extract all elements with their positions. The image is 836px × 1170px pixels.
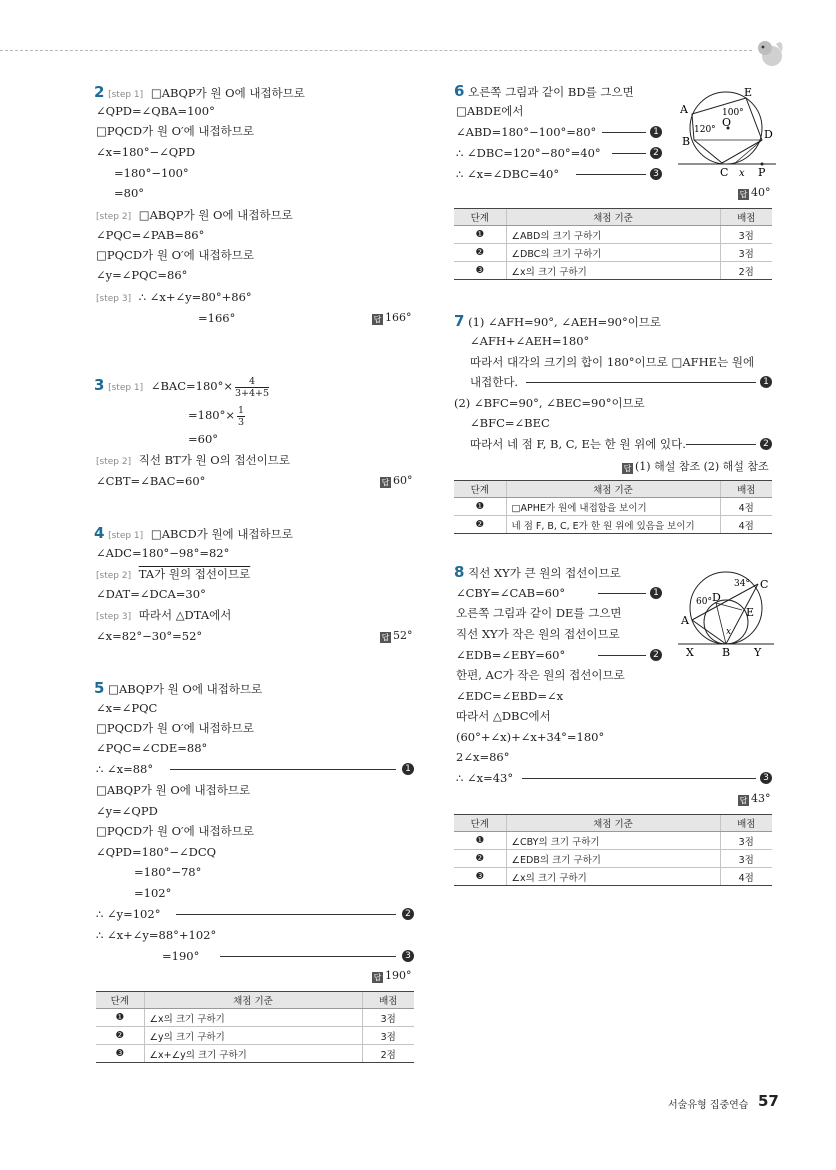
line: □ABQP가 원 O에 내접하므로 xyxy=(150,86,305,100)
line: =180°−100° xyxy=(114,166,189,180)
table-row: ❷ ∠y의 크기 구하기 3점 xyxy=(96,1027,414,1045)
table-row: ❶ ∠ABD의 크기 구하기 3점 xyxy=(454,226,772,244)
line: ∴ ∠x=43° xyxy=(456,771,514,785)
col-header: 채점 기준 xyxy=(506,209,720,226)
line: (2) ∠BFC=90°, ∠BEC=90°이므로 xyxy=(454,396,645,410)
col-header: 단계 xyxy=(454,481,506,498)
label-A: A xyxy=(681,614,689,627)
col-header: 단계 xyxy=(454,815,506,832)
step-label: [step 3] xyxy=(96,612,132,622)
header-rule xyxy=(0,50,752,51)
col-header: 배점 xyxy=(720,209,772,226)
grading-table xyxy=(454,480,772,534)
line: ∴ ∠y=102° xyxy=(96,907,161,921)
angle-label: 34° xyxy=(734,579,750,589)
angle-label: 120° xyxy=(694,125,716,135)
answer-icon: 답 xyxy=(623,464,632,473)
line: □ABCD가 원에 내접하므로 xyxy=(150,527,293,541)
line: ∠BAC=180°× xyxy=(150,379,233,393)
label-E: E xyxy=(744,86,753,99)
problem-number: 6 xyxy=(454,82,465,100)
line: ∠y=∠PQC=86° xyxy=(96,268,188,282)
line: ∠ABD=180°−100°=80° xyxy=(456,125,597,139)
leader-line xyxy=(612,153,646,154)
line: 오른쪽 그림과 같이 DE를 그으면 xyxy=(456,606,622,620)
answer: 답 (1) 해설 참조 (2) 해설 참조 xyxy=(623,460,769,473)
label-C: C xyxy=(760,578,769,591)
answer-icon: 답 xyxy=(373,973,382,982)
line: ∴ ∠x=88° xyxy=(96,762,154,776)
leader-line xyxy=(686,444,756,445)
line: ∠PQC=∠CDE=88° xyxy=(96,741,208,755)
mascot-icon xyxy=(752,36,786,68)
problem-number: 7 xyxy=(454,312,465,330)
col-header: 배점 xyxy=(362,992,414,1009)
step-marker: 3 xyxy=(760,772,772,784)
step-label: [step 2] xyxy=(96,571,132,581)
line: ∴ ∠x=∠DBC=40° xyxy=(456,167,560,181)
line: =102° xyxy=(134,886,172,900)
answer-icon: 답 xyxy=(381,478,390,487)
leader-line xyxy=(598,655,646,656)
label-C: C xyxy=(720,166,729,179)
leader-line xyxy=(220,956,396,957)
line: =60° xyxy=(188,432,219,446)
step-marker: 3 xyxy=(650,168,662,180)
table-row: ❸ ∠x의 크기 구하기 2점 xyxy=(454,262,772,280)
col-header: 배점 xyxy=(720,815,772,832)
line: 따라서 △DBC에서 xyxy=(456,709,551,723)
step-marker: 2 xyxy=(650,147,662,159)
line: □ABQP가 원 O에 내접하므로 xyxy=(96,783,251,797)
fraction: $\frac{4}{3+4+5}$ xyxy=(235,375,270,399)
line: ∠y=∠QPD xyxy=(96,804,158,818)
answer: 답 166° xyxy=(373,311,412,324)
line: ∠CBY=∠CAB=60° xyxy=(456,586,566,600)
label-O: O xyxy=(722,116,732,129)
line: ∠EDC=∠EBD=∠x xyxy=(456,689,564,703)
line: =180°× xyxy=(188,408,235,422)
step-label: [step 1] xyxy=(108,383,144,393)
step-marker: 1 xyxy=(650,126,662,138)
table-row: ❷ 네 점 F, B, C, E가 한 원 위에 있음을 보이기 4점 xyxy=(454,516,772,534)
leader-line xyxy=(526,382,756,383)
answer: 답 52° xyxy=(381,629,413,642)
line: 직선 BT가 원 O의 접선이므로 xyxy=(138,453,290,467)
answer-icon: 답 xyxy=(739,796,748,805)
line: □PQCD가 원 O′에 내접하므로 xyxy=(96,824,254,838)
col-header: 채점 기준 xyxy=(506,815,720,832)
step-label: [step 1] xyxy=(108,531,144,541)
label-A: A xyxy=(680,103,688,116)
table-row: ❷ ∠EDB의 크기 구하기 3점 xyxy=(454,850,772,868)
grading-table xyxy=(454,814,772,886)
table-row: ❶ ∠x의 크기 구하기 3점 xyxy=(96,1009,414,1027)
line: □PQCD가 원 O′에 내접하므로 xyxy=(96,124,254,138)
step-marker: 2 xyxy=(650,649,662,661)
step-marker: 1 xyxy=(760,376,772,388)
step-marker: 3 xyxy=(402,950,414,962)
line: ∠QPD=180°−∠DCQ xyxy=(96,845,217,859)
line: (1) ∠AFH=90°, ∠AEH=90°이므로 xyxy=(468,315,662,329)
line: 오른쪽 그림과 같이 BD를 그으면 xyxy=(468,85,634,99)
line: 내접한다. xyxy=(470,375,519,389)
line: ∴ ∠x+∠y=88°+102° xyxy=(96,928,217,942)
step-label: [step 3] xyxy=(96,294,132,304)
leader-line xyxy=(576,174,646,175)
label-Y: Y xyxy=(754,646,762,659)
problem-number: 3 xyxy=(94,376,105,394)
line: ∠CBT=∠BAC=60° xyxy=(96,474,206,488)
answer: 답 40° xyxy=(739,186,771,199)
grading-table xyxy=(96,991,414,1063)
line: ∠x=82°−30°=52° xyxy=(96,629,203,643)
line: =80° xyxy=(114,186,145,200)
answer-icon: 답 xyxy=(739,190,748,199)
answer: 답 43° xyxy=(739,792,771,805)
line: ∠QPD=∠QBA=100° xyxy=(96,104,215,118)
problem-number: 8 xyxy=(454,563,465,581)
step-marker: 1 xyxy=(650,587,662,599)
line: 직선 XY가 작은 원의 접선이므로 xyxy=(456,627,620,641)
leader-line xyxy=(176,914,396,915)
line: □ABQP가 원 O에 내접하므로 xyxy=(138,208,293,222)
line: =190° xyxy=(162,949,200,963)
line: ∠ADC=180°−98°=82° xyxy=(96,546,230,560)
circle-figure-8 xyxy=(676,570,776,660)
label-B: B xyxy=(722,646,731,659)
line: □ABQP가 원 O에 내접하므로 xyxy=(108,682,263,696)
label-x: x xyxy=(726,627,732,637)
leader-line xyxy=(602,132,646,133)
step-label: [step 2] xyxy=(96,212,132,222)
col-header: 채점 기준 xyxy=(506,481,720,498)
grading-table xyxy=(454,208,772,280)
line: 따라서 네 점 F, B, C, E는 한 원 위에 있다. xyxy=(470,437,686,451)
line: 따라서 대각의 크기의 합이 180°이므로 □AFHE는 원에 xyxy=(470,355,755,369)
step-label: [step 2] xyxy=(96,457,132,467)
line: □PQCD가 원 O′에 내접하므로 xyxy=(96,248,254,262)
table-row: ❶ □APHE가 원에 내접함을 보이기 4점 xyxy=(454,498,772,516)
line: ∴ ∠x+∠y=80°+86° xyxy=(138,290,252,304)
label-D: D xyxy=(764,128,773,141)
line: =180°−78° xyxy=(134,865,202,879)
col-header: 단계 xyxy=(96,992,144,1009)
line: ∠PQC=∠PAB=86° xyxy=(96,228,205,242)
angle-label: 60° xyxy=(696,597,712,607)
line: □ABDE에서 xyxy=(456,104,524,118)
problem-number: 5 xyxy=(94,679,105,697)
footer-book-title: 서술유형 집중연습 xyxy=(668,1100,749,1111)
step-marker: 2 xyxy=(402,908,414,920)
angle-label: 100° xyxy=(722,108,744,118)
line: ∴ ∠DBC=120°−80°=40° xyxy=(456,146,601,160)
label-B: B xyxy=(682,135,691,148)
line: ∠BFC=∠BEC xyxy=(470,416,550,430)
table-row: ❸ ∠x+∠y의 크기 구하기 2점 xyxy=(96,1045,414,1063)
step-marker: 2 xyxy=(760,438,772,450)
label-D: D xyxy=(712,591,721,604)
col-header: 배점 xyxy=(720,481,772,498)
line: 2∠x=86° xyxy=(456,750,510,764)
line: 따라서 △DTA에서 xyxy=(138,608,232,622)
answer: 답 190° xyxy=(373,969,412,982)
answer-icon: 답 xyxy=(373,315,382,324)
table-row: ❸ ∠x의 크기 구하기 4점 xyxy=(454,868,772,886)
leader-line xyxy=(522,778,756,779)
line: =166° xyxy=(198,311,236,325)
label-x: x xyxy=(739,168,745,179)
label-E: E xyxy=(746,606,755,619)
line: TA가 원의 접선이므로 xyxy=(138,567,251,581)
line: ∠x=∠PQC xyxy=(96,701,158,715)
leader-line xyxy=(170,769,396,770)
col-header: 채점 기준 xyxy=(144,992,362,1009)
line: ∠EDB=∠EBY=60° xyxy=(456,648,566,662)
label-X: X xyxy=(686,646,694,659)
line: 한편, AC가 작은 원의 접선이므로 xyxy=(456,668,625,682)
step-label: [step 1] xyxy=(108,90,144,100)
col-header: 단계 xyxy=(454,209,506,226)
step-marker: 1 xyxy=(402,763,414,775)
circle-figure-6 xyxy=(676,84,776,182)
table-row: ❷ ∠DBC의 크기 구하기 3점 xyxy=(454,244,772,262)
line: ∠AFH+∠AEH=180° xyxy=(470,334,590,348)
fraction: $\frac{1}{3}$ xyxy=(237,404,245,428)
answer: 답 60° xyxy=(381,474,413,487)
label-P: P xyxy=(758,166,766,179)
table-row: ❶ ∠CBY의 크기 구하기 3점 xyxy=(454,832,772,850)
line: ∠DAT=∠DCA=30° xyxy=(96,587,206,601)
problem-number: 4 xyxy=(94,524,105,542)
line: 직선 XY가 큰 원의 접선이므로 xyxy=(468,566,621,580)
line: □PQCD가 원 O′에 내접하므로 xyxy=(96,721,254,735)
leader-line xyxy=(598,593,646,594)
answer-icon: 답 xyxy=(381,633,390,642)
line: (60°+∠x)+∠x+34°=180° xyxy=(456,730,605,744)
page-number: 57 xyxy=(758,1092,779,1110)
line: ∠x=180°−∠QPD xyxy=(96,145,196,159)
problem-number: 2 xyxy=(94,83,105,101)
